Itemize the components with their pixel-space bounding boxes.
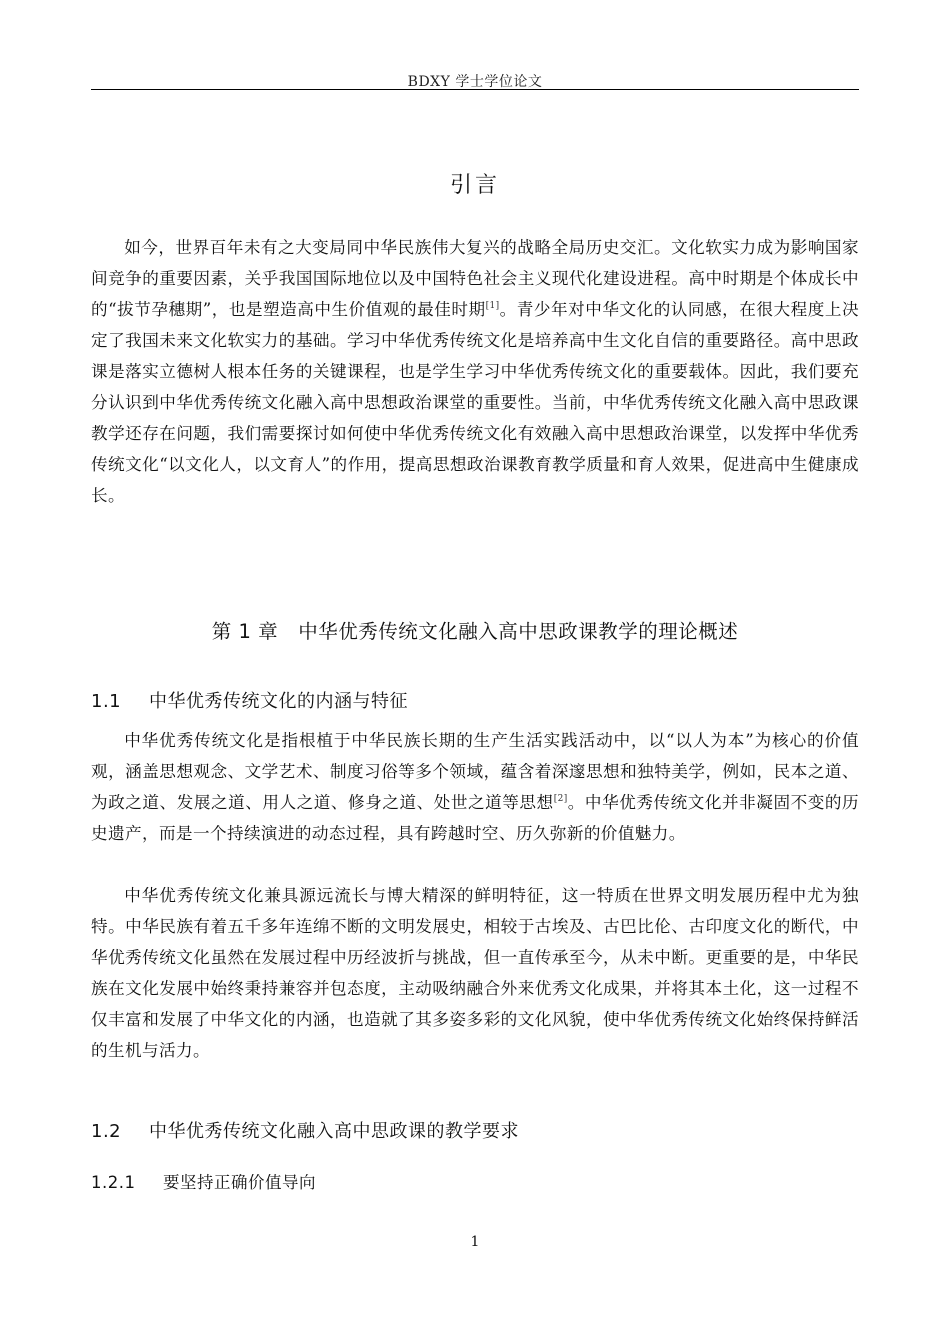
chapter-title bbox=[0, 616, 950, 644]
citation-ref-1: [1] bbox=[485, 301, 500, 311]
intro-text-b: 。青少年对中华文化的认同感，在很大程度上决定了我国未来文化软实力的基础。学习中华优秀传统文化是培养高中生文化自信的重要路径。高中思政课是落实立德树人根本任务的关键课程，也是学生学习中华优秀传统文化的重要载体。因此，我们要充分认识到中华优秀传统文化融入高中思想政治课堂的重要性。当前，中华优秀传统文化融入高中思政课教学还存在问题，我们需要探讨如何使中华优秀传统文化有效融入高中思想政治课堂，以发挥中华优秀传统文化“以文化人，以文育人”的作用，提高思想政治课教育教学质量和育人效果，促进高中生健康成长。 bbox=[91, 300, 859, 505]
section-1-1-heading bbox=[91, 687, 408, 713]
running-header: BDXY 学士学位论文 bbox=[407, 74, 543, 90]
citation-ref-2: [2] bbox=[553, 794, 568, 804]
section-title-text: 中华优秀传统文化的内涵与特征 bbox=[149, 691, 408, 712]
section-1-1-text-b: 。中华优秀传统文化并非凝固不变的历史遗产，而是一个持续演进的动态过程，具有跨越时空、历久弥新的价值魅力。 bbox=[91, 793, 859, 843]
section-1-1-paragraph-1 bbox=[91, 725, 859, 849]
subsection-title-text: 要坚持正确价值导向 bbox=[163, 1173, 316, 1192]
subsection-number: 1.2.1 bbox=[91, 1173, 136, 1192]
intro-paragraph bbox=[91, 232, 859, 511]
section-number: 1.2 bbox=[91, 1121, 122, 1142]
section-1-1-text-a: 中华优秀传统文化是指根植于中华民族长期的生产生活实践活动中，以“以人为本”为核心的价值观，涵盖思想观念、文学艺术、制度习俗等多个领域，蕴含着深邃思想和独特美学，例如，民本之道、为政之道、发展之道、用人之道、修身之道、处世之道等思想 bbox=[91, 731, 859, 812]
subsection-1-2-1-heading bbox=[91, 1169, 316, 1193]
intro-title: 引言 bbox=[449, 173, 500, 198]
section-number: 1.1 bbox=[91, 691, 122, 712]
section-1-2-heading bbox=[91, 1117, 519, 1143]
header-rule bbox=[91, 89, 859, 90]
intro-text-a: 如今，世界百年未有之大变局同中华民族伟大复兴的战略全局历史交汇。文化软实力成为影响国家间竞争的重要因素，关乎我国国际地位以及中国特色社会主义现代化建设进程。高中时期是个体成长中的“拔节孕穗期”，也是塑造高中生价值观的最佳时期 bbox=[91, 238, 859, 319]
chapter-title-text: 中华优秀传统文化融入高中思政课教学的理论概述 bbox=[298, 620, 739, 643]
section-1-1-paragraph-2: 中华优秀传统文化兼具源远流长与博大精深的鲜明特征，这一特质在世界文明发展历程中尤为独特。中华民族有着五千多年连绵不断的文明发展史，相较于古埃及、古巴比伦、古印度文化的断代，中华优秀传统文化虽然在发展过程中历经波折与挑战，但一直传承至今，从未中断。更重要的是，中华民族在文化发展中始终秉持兼容并包态度，主动吸纳融合外来优秀文化成果，并将其本土化，这一过程不仅丰富和发展了中华文化的内涵，也造就了其多姿多彩的文化风貌，使中华优秀传统文化始终保持鲜活的生机与活力。 bbox=[91, 886, 859, 1060]
chapter-number: 第 1 章 bbox=[211, 620, 279, 643]
section-title-text: 中华优秀传统文化融入高中思政课的教学要求 bbox=[149, 1121, 519, 1142]
page-number: 1 bbox=[470, 1234, 480, 1250]
